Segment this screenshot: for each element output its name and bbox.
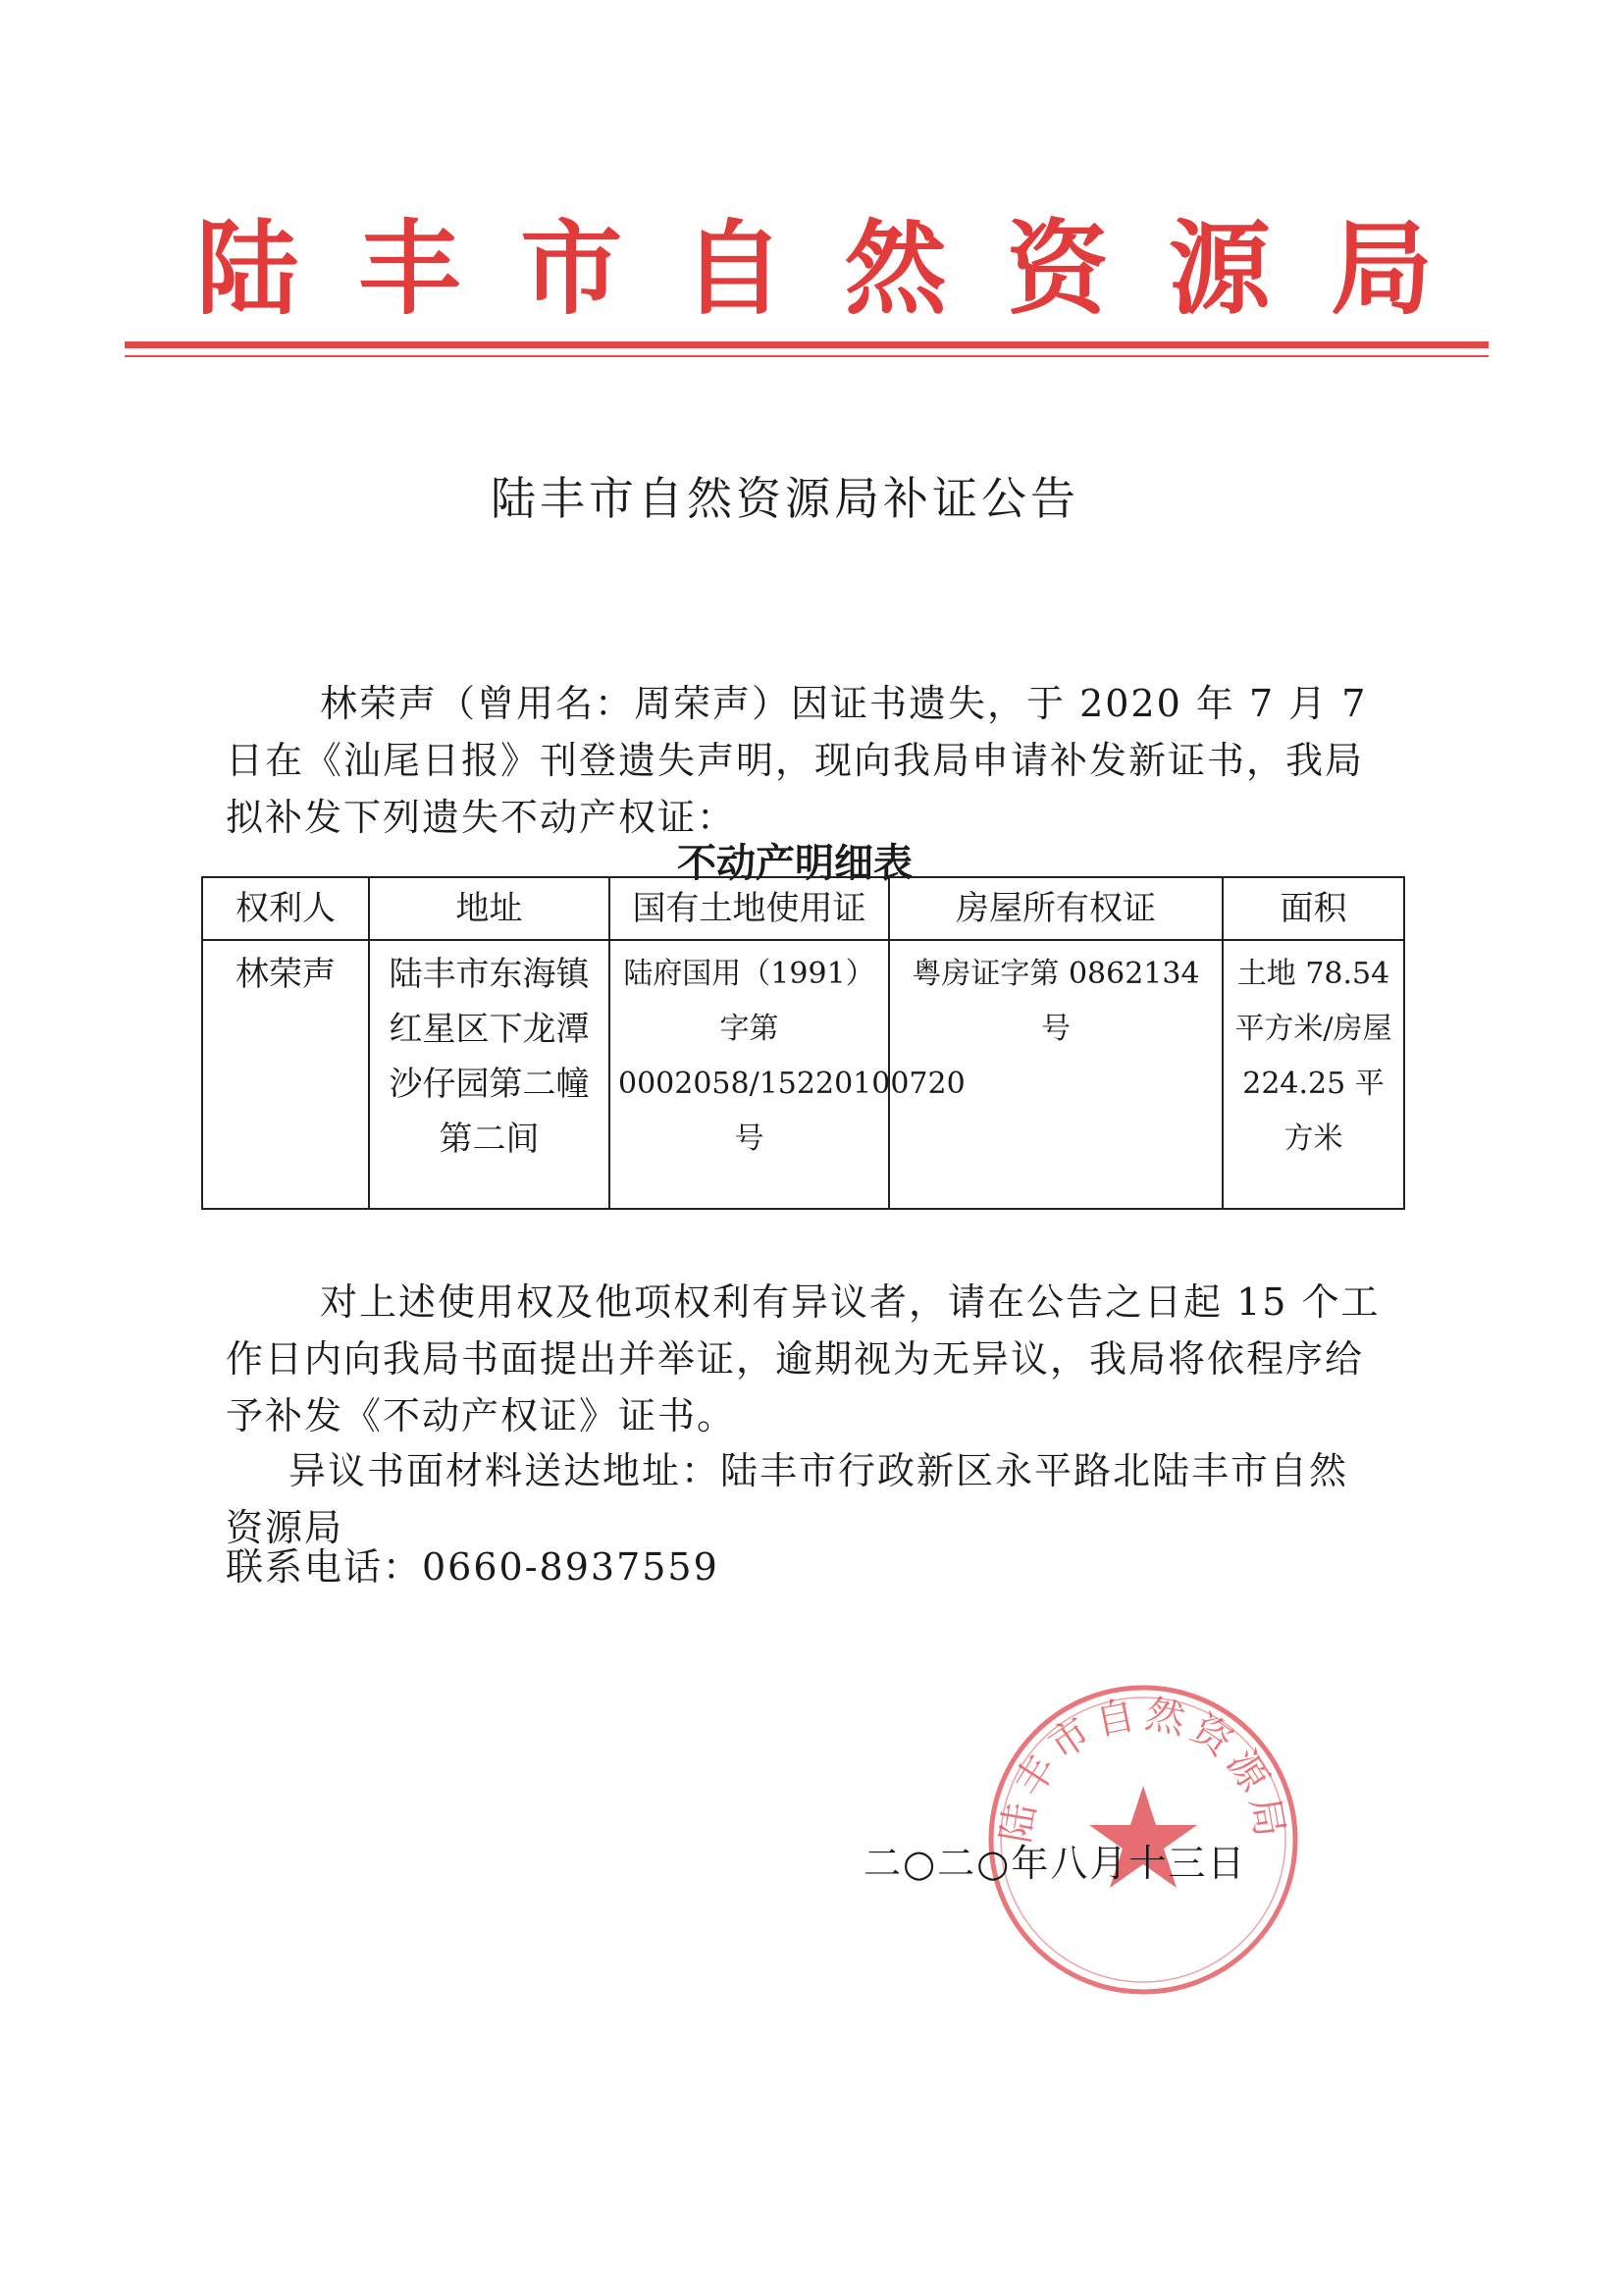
table-title: 不动产明细表 [677, 840, 913, 886]
letterhead-rule-thin [125, 355, 1489, 357]
cell-holder: 林荣声 [202, 940, 369, 1209]
agency-char: 市 [520, 209, 623, 329]
cell-house-cert: 粤房证字第 0862134 号 [889, 940, 1223, 1209]
header-land-cert: 国有土地使用证 [609, 877, 889, 940]
agency-char: 局 [1330, 209, 1433, 329]
agency-char: 陆 [196, 209, 299, 329]
property-table [201, 876, 1405, 1210]
cell-address: 陆丰市东海镇红星区下龙潭沙仔园第二幢第二间 [369, 940, 609, 1209]
seal-text: 陆丰市自然资源局 [993, 1691, 1293, 1847]
agency-char: 源 [1168, 209, 1271, 329]
letterhead-rule-thick [125, 341, 1489, 348]
address-paragraph: 异议书面材料送达地址：陆丰市行政新区永平路北陆丰市自然资源局 [226, 1449, 1349, 1549]
cell-area: 土地 78.54 平方米/房屋 224.25 平方米 [1223, 940, 1404, 1209]
header-address: 地址 [369, 877, 609, 940]
table-row [202, 940, 1404, 1209]
intro-paragraph: 林荣声（曾用名：周荣声）因证书遗失，于 2020 年 7 月 7 日在《汕尾日报》刊登遗失声明，现向我局申请补发新证书，我局拟补发下列遗失不动产权证： [226, 682, 1368, 839]
phone-line: 联系电话：0660-8937559 [226, 1545, 719, 1589]
agency-char: 丰 [358, 209, 461, 329]
header-house-cert: 房屋所有权证 [889, 877, 1223, 940]
agency-letterhead [196, 196, 1433, 329]
header-holder: 权利人 [202, 877, 369, 940]
agency-char: 自 [682, 209, 785, 329]
header-area: 面积 [1223, 877, 1404, 940]
cell-land-cert: 陆府国用（1991）字第 0002058/15220100720 号 [609, 940, 889, 1209]
objection-paragraph: 对上述使用权及他项权利有异议者，请在公告之日起 15 个工作日内向我局书面提出并举证，逾期视为无异议，我局将依程序给予补发《不动产权证》证书。 [226, 1280, 1381, 1437]
document-date: 二○二○年八月十三日 [864, 1842, 1247, 1885]
table-header-row [202, 877, 1404, 940]
agency-char: 资 [1006, 209, 1109, 329]
document-title: 陆丰市自然资源局补证公告 [491, 472, 1079, 525]
agency-char: 然 [844, 209, 947, 329]
